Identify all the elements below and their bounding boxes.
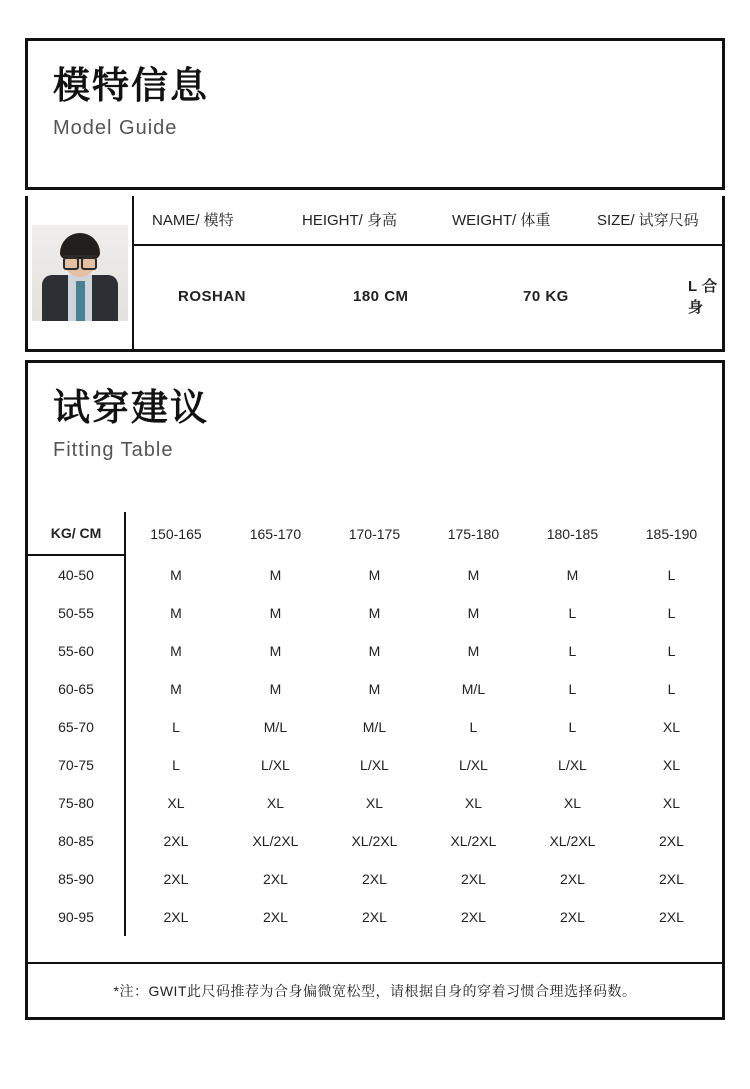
model-header-divider (134, 244, 722, 246)
table-row (28, 594, 721, 632)
cell-3-3: M/L (461, 681, 486, 697)
model-size (668, 275, 722, 317)
fitting-corner-label: KG/ CM (28, 512, 125, 555)
cell-6-3: XL (464, 795, 482, 811)
cell-5-2: L/XL (360, 757, 389, 773)
cell-9-1: 2XL (262, 909, 288, 925)
fitting-title-en: Fitting Table (53, 439, 174, 462)
cell-4-2: M/L (362, 719, 387, 735)
cell-8-1: 2XL (262, 871, 288, 887)
fitting-title-cn: 试穿建议 (53, 387, 209, 428)
cell-2-0: M (170, 643, 182, 659)
cell-2-2: M (368, 643, 381, 659)
photo-tie (76, 281, 85, 321)
weight-row-1: 50-55 (28, 594, 125, 632)
cell-0-4: M (566, 566, 579, 583)
table-row (28, 784, 721, 822)
cell-9-3: 2XL (460, 909, 486, 925)
cell-6-5: XL (662, 795, 681, 811)
height-col-4: 180-185 (546, 525, 599, 542)
weight-row-3: 60-65 (28, 670, 125, 708)
cell-5-4: L/XL (558, 757, 587, 773)
height-col-3: 175-180 (447, 525, 500, 542)
weight-row-0: 40-50 (28, 555, 125, 594)
height-col-0: 150-165 (150, 525, 202, 542)
col-header-name: NAME/ 模特 (152, 212, 234, 230)
weight-row-9: 90-95 (28, 898, 125, 936)
cell-5-0: L (172, 757, 180, 773)
fitting-size-table (28, 512, 722, 936)
cell-7-1: XL/2XL (252, 833, 299, 849)
cell-4-5: XL (662, 719, 681, 735)
table-row (28, 898, 721, 936)
table-row (28, 708, 721, 746)
cell-7-4: XL/2XL (549, 833, 596, 849)
cell-9-2: 2XL (361, 909, 387, 925)
footnote-bar (28, 962, 722, 1020)
cell-3-0: M (170, 681, 182, 697)
fitting-table-header (28, 360, 722, 510)
cell-5-3: L/XL (459, 757, 488, 773)
cell-3-2: M (368, 681, 381, 697)
model-name: ROSHAN (178, 287, 247, 305)
side-rule-right-top (722, 38, 725, 190)
cell-3-4: L (568, 681, 577, 697)
cell-5-5: XL (662, 757, 681, 773)
cell-2-4: L (568, 643, 577, 659)
glasses-icon (63, 255, 97, 266)
col-header-weight: WEIGHT/ 体重 (452, 212, 551, 230)
cell-9-4: 2XL (559, 909, 585, 925)
weight-row-7: 80-85 (28, 822, 125, 860)
model-guide-title-en: Model Guide (53, 117, 178, 140)
cell-2-5: L (667, 643, 676, 659)
weight-row-4: 65-70 (28, 708, 125, 746)
model-height: 180 CM (353, 287, 409, 305)
side-rule-right-bottom (722, 360, 725, 1020)
weight-row-6: 75-80 (28, 784, 125, 822)
cell-9-5: 2XL (659, 909, 684, 925)
cell-4-0: L (172, 719, 180, 735)
cell-6-0: XL (167, 795, 185, 811)
table-row (28, 632, 721, 670)
cell-8-3: 2XL (460, 871, 486, 887)
model-photo (32, 225, 128, 321)
cell-0-5: L (667, 566, 676, 583)
fitting-table-body (28, 555, 721, 936)
fitting-table-head (28, 512, 721, 555)
fitting-header-row (28, 512, 721, 555)
table-row (28, 555, 721, 594)
table-row (28, 746, 721, 784)
cell-9-0: 2XL (163, 909, 189, 925)
cell-4-4: L (568, 719, 577, 735)
weight-row-8: 85-90 (28, 860, 125, 898)
height-col-2: 170-175 (348, 525, 401, 542)
cell-6-4: XL (563, 795, 581, 811)
cell-3-5: L (667, 681, 676, 697)
cell-8-4: 2XL (559, 871, 585, 887)
cell-1-5: L (667, 605, 676, 621)
cell-4-3: L (469, 719, 478, 735)
cell-5-1: L/XL (261, 757, 290, 773)
model-photo-cell (28, 196, 134, 349)
col-header-size: SIZE/ 试穿尺码 (597, 212, 699, 230)
cell-3-1: M (269, 681, 282, 697)
cell-1-1: M (269, 605, 282, 621)
table-row (28, 670, 721, 708)
cell-8-2: 2XL (361, 871, 387, 887)
height-col-1: 165-170 (249, 525, 302, 542)
height-col-5: 185-190 (645, 525, 698, 542)
cell-6-2: XL (365, 795, 383, 811)
side-rule-right-mid (722, 196, 725, 352)
model-info-fields (134, 196, 722, 349)
cell-4-1: M/L (263, 719, 288, 735)
cell-2-3: M (467, 643, 480, 659)
weight-row-5: 70-75 (28, 746, 125, 784)
cell-0-1: M (269, 566, 282, 583)
model-size-letter: L (688, 278, 698, 296)
model-weight: 70 KG (523, 287, 569, 305)
cell-8-5: 2XL (659, 871, 684, 887)
model-size-note: 合身 (688, 278, 718, 317)
footnote-text: *注：GWIT此尺码推荐为合身偏微宽松型，请根据自身的穿着习惯合理选择码数。 (113, 982, 637, 999)
model-info-header-row (134, 196, 722, 243)
cell-0-2: M (368, 566, 381, 583)
cell-7-2: XL/2XL (351, 833, 398, 849)
table-row (28, 822, 721, 860)
cell-0-0: M (170, 566, 182, 583)
model-info-table (28, 196, 722, 352)
cell-1-4: L (568, 605, 577, 621)
cell-7-5: 2XL (659, 833, 684, 849)
cell-2-1: M (269, 643, 282, 659)
model-guide-header (28, 38, 722, 190)
col-header-height: HEIGHT/ 身高 (302, 212, 398, 230)
weight-row-2: 55-60 (28, 632, 125, 670)
cell-1-0: M (170, 605, 182, 621)
cell-7-3: XL/2XL (450, 833, 497, 849)
table-row (28, 860, 721, 898)
cell-7-0: 2XL (163, 833, 189, 849)
model-info-value-row (134, 243, 722, 349)
model-guide-title-cn: 模特信息 (53, 65, 209, 106)
cell-6-1: XL (266, 795, 284, 811)
cell-8-0: 2XL (163, 871, 189, 887)
cell-1-3: M (467, 605, 480, 621)
cell-1-2: M (368, 605, 381, 621)
cell-0-3: M (467, 566, 480, 583)
